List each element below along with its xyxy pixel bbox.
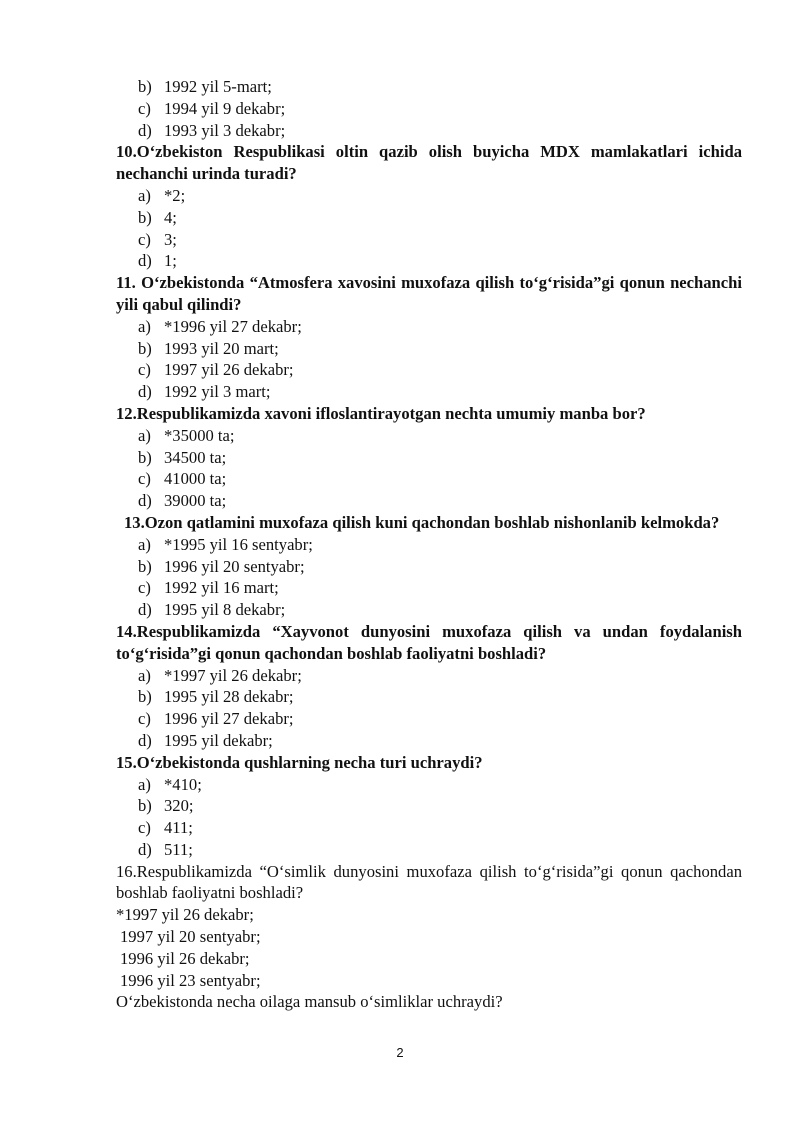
option-item: c) 1994 yil 9 dekabr; [138, 98, 286, 118]
options-list-12 [116, 425, 742, 512]
question-12: 12.Respublikamizda xavoni ifloslantirayotgan nechta umumiy manba bor? [116, 403, 646, 423]
option-item: c) 1992 yil 16 mart; [138, 578, 279, 598]
answer-line: *1997 yil 26 dekabr; [116, 905, 254, 925]
option-item: c) 3; [138, 229, 177, 249]
option-item: d) 39000 ta; [138, 491, 227, 511]
question-17: O‘zbekistonda necha oilaga mansub o‘simliklar uchraydi? [116, 992, 503, 1012]
options-list-9-continued [116, 76, 742, 141]
answer-line: 1997 yil 20 sentyabr; [120, 927, 261, 947]
option-item: d) 1992 yil 3 mart; [138, 382, 271, 402]
question-11: 11. O‘zbekistonda “Atmosfera xavosini muxofaza qilish to‘g‘risida”gi qonun nechanchi yili qabul qilindi? [116, 273, 742, 314]
options-list-13 [116, 534, 742, 621]
answer-line: 1996 yil 23 sentyabr; [120, 970, 261, 990]
option-item: a) *1997 yil 26 dekabr; [138, 665, 302, 685]
option-item: b) 320; [138, 796, 194, 816]
option-item: c) 411; [138, 818, 193, 838]
option-item: a) *410; [138, 774, 202, 794]
question-13: 13.Ozon qatlamini muxofaza qilish kuni qachondan boshlab nishonlanib kelmokda? [124, 512, 720, 532]
option-item: b) 1996 yil 20 sentyabr; [138, 556, 305, 576]
question-16: 16.Respublikamizda “O‘simlik dunyosini muxofaza qilish to‘g‘risida”gi qonun qachondan boshlab faoliyatni boshladi? [116, 861, 742, 903]
answer-line: 1996 yil 26 dekabr; [120, 948, 250, 968]
option-item: c) 41000 ta; [138, 469, 227, 489]
question-15: 15.O‘zbekistonda qushlarning necha turi uchraydi? [116, 752, 483, 772]
option-item: a) *2; [138, 185, 186, 205]
question-14: 14.Respublikamizda “Xayvonot dunyosini muxofaza qilish va undan foydalanish to‘g‘risida”gi qonun qachondan boshlab faoliyatni boshladi? [116, 621, 742, 663]
option-item: d) 1995 yil 8 dekabr; [138, 600, 286, 620]
option-item: d) 1995 yil dekabr; [138, 730, 273, 750]
options-list-15 [116, 774, 742, 861]
option-item: b) 34500 ta; [138, 447, 227, 467]
option-item: b) 4; [138, 207, 177, 227]
option-item: a) *35000 ta; [138, 425, 235, 445]
option-item: a) *1996 yil 27 dekabr; [138, 316, 302, 336]
options-list-10 [116, 185, 742, 272]
page-content [116, 76, 742, 1013]
question-10: 10.O‘zbekiston Respublikasi oltin qazib olish buyicha MDX mamlakatlari ichida nechanchi urinda turadi? [116, 142, 742, 184]
options-list-11 [116, 316, 742, 403]
page-number: 2 [396, 1045, 404, 1060]
option-item: b) 1993 yil 20 mart; [138, 338, 279, 358]
option-item: c) 1996 yil 27 dekabr; [138, 709, 294, 729]
option-item: a) *1995 yil 16 sentyabr; [138, 534, 313, 554]
option-item: d) 511; [138, 839, 193, 859]
option-item: b) 1992 yil 5-mart; [138, 77, 272, 96]
option-item: d) 1; [138, 251, 177, 271]
option-item: d) 1993 yil 3 dekabr; [138, 120, 286, 140]
option-item: b) 1995 yil 28 dekabr; [138, 687, 294, 707]
options-list-14 [116, 665, 742, 752]
option-item: c) 1997 yil 26 dekabr; [138, 360, 294, 380]
